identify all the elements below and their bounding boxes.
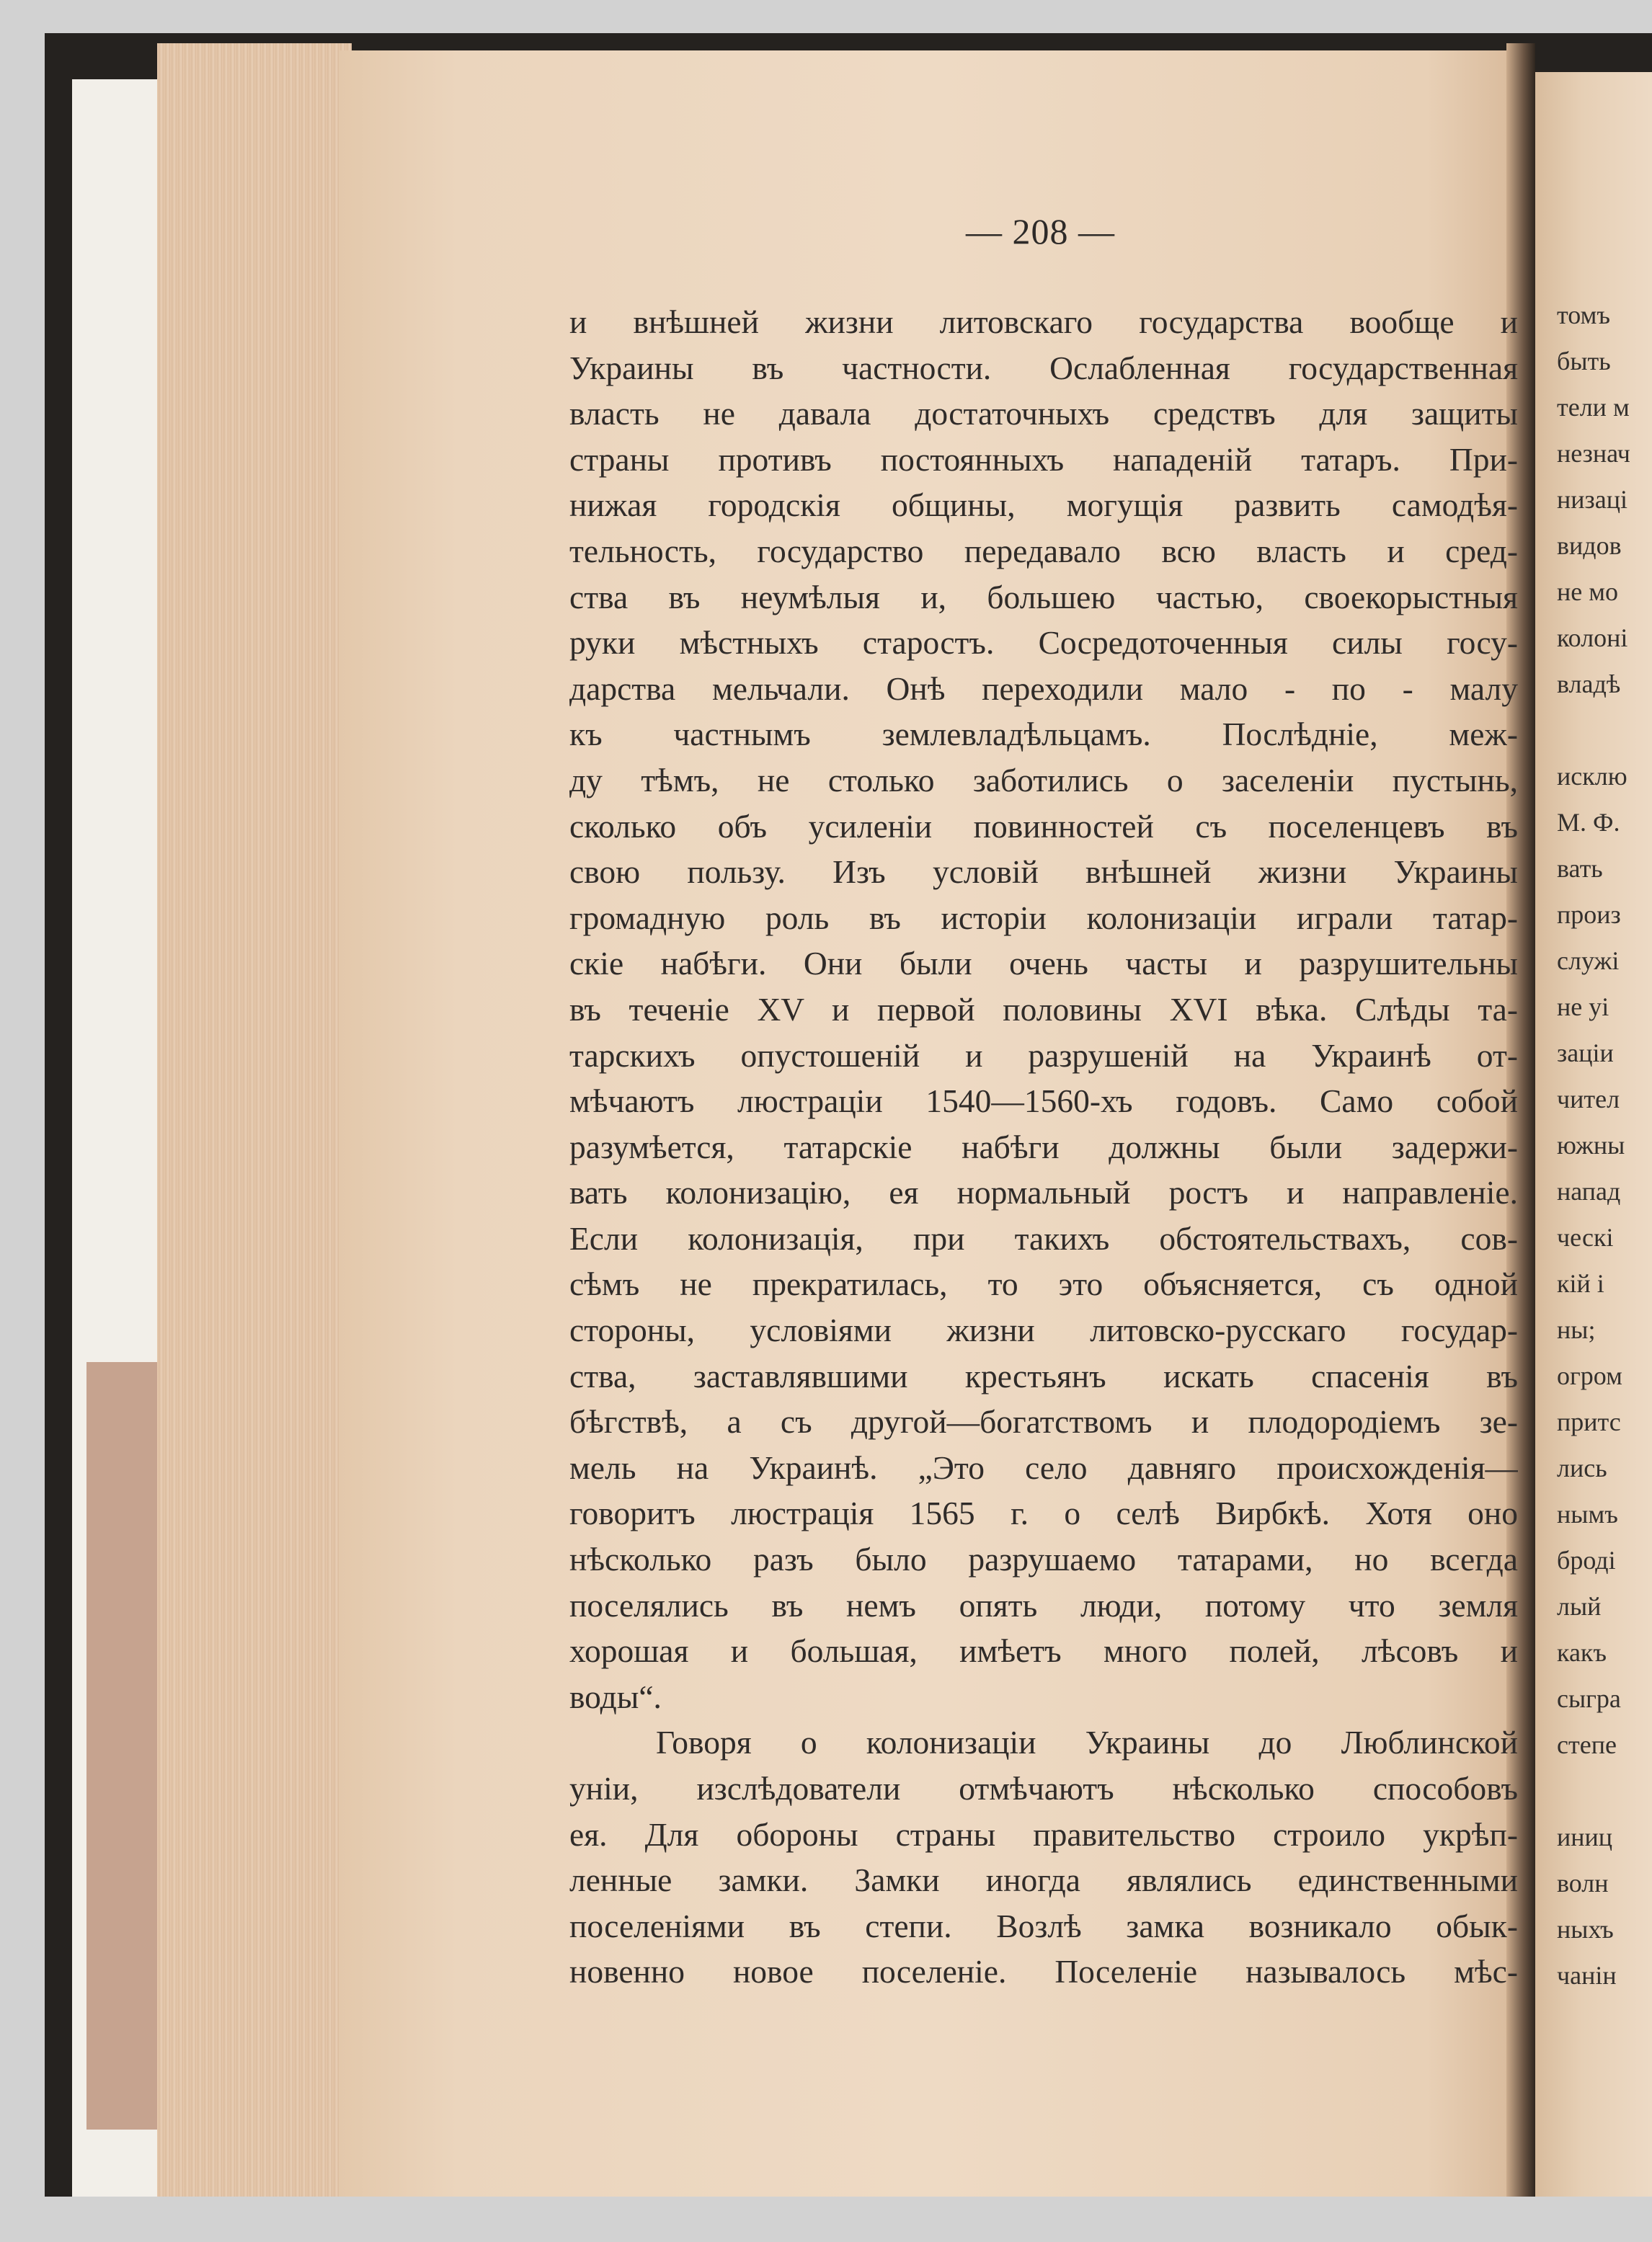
facing-line: служі [1557, 946, 1620, 975]
text-line: тарскихъ опустошеній и разрушеній на Украинѣ от- [569, 1036, 1518, 1074]
facing-line: иниц [1557, 1823, 1613, 1851]
text-line: ленные замки. Замки иногда являлись единственными [569, 1861, 1518, 1899]
facing-line: М. Ф. [1557, 808, 1620, 837]
facing-line: какъ [1557, 1638, 1607, 1667]
text-line: разумѣется, татарскіе набѣги должны были задержи- [569, 1128, 1518, 1165]
paragraph-start-line: Говоря о колонизаціи Украины до Люблинской [656, 1724, 1518, 1761]
text-line: говоритъ люстрація 1565 г. о селѣ Вирбкѣ. Хотя оно [569, 1495, 1518, 1532]
facing-line: вать [1557, 854, 1603, 883]
text-line: къ частнымъ землевладѣльцамъ. Послѣдніе, меж- [569, 716, 1518, 753]
facing-line: произ [1557, 900, 1621, 929]
facing-line: южны [1557, 1131, 1625, 1160]
facing-line: заціи [1557, 1038, 1614, 1067]
facing-line: быть [1557, 347, 1611, 375]
facing-line: притс [1557, 1407, 1621, 1436]
facing-line: незнач [1557, 439, 1630, 468]
facing-line: напад [1557, 1177, 1621, 1206]
text-line: хорошая и большая, имѣетъ много полей, лѣсовъ и [569, 1632, 1518, 1670]
facing-line: чител [1557, 1085, 1620, 1113]
text-line: ства въ неумѣлыя и, большею частью, своекорыстныя [569, 578, 1518, 615]
text-line: нѣсколько разъ было разрушаемо татарами, но всегда [569, 1541, 1518, 1578]
facing-line: волн [1557, 1869, 1609, 1898]
facing-line: исклю [1557, 762, 1627, 791]
facing-line: ныхъ [1557, 1915, 1614, 1944]
text-line: тельность, государство передавало всю власть и сред- [569, 532, 1518, 569]
facing-line: владѣ [1557, 670, 1621, 698]
text-line: уніи, изслѣдователи отмѣчаютъ нѣсколько способовъ [569, 1770, 1518, 1807]
text-line: Если колонизація, при такихъ обстоятельствахъ, сов- [569, 1219, 1518, 1257]
facing-line: лись [1557, 1454, 1607, 1482]
text-line: бѣгствѣ, а съ другой—богатствомъ и плодородіемъ зе- [569, 1403, 1518, 1441]
text-line: новенно новое поселеніе. Поселеніе называлось мѣс- [569, 1953, 1518, 1990]
text-line: дарства мельчали. Онѣ переходили мало - по - малу [569, 670, 1518, 707]
facing-line: степе [1557, 1730, 1617, 1759]
facing-line: томъ [1557, 301, 1610, 329]
text-line: и внѣшней жизни литовскаго государства вообще и [569, 303, 1518, 340]
text-line: ства, заставлявшими крестьянъ искать спасенія въ [569, 1357, 1518, 1394]
facing-line: тели м [1557, 393, 1630, 422]
facing-line: броді [1557, 1546, 1616, 1575]
facing-line: лый [1557, 1592, 1602, 1621]
facing-line: низаці [1557, 485, 1627, 514]
facing-line: не мо [1557, 577, 1619, 606]
facing-line: ческі [1557, 1223, 1614, 1252]
text-line: свою пользу. Изъ условій внѣшней жизни Украины [569, 853, 1518, 891]
text-line: воды“. [569, 1678, 662, 1715]
facing-line: ны; [1557, 1315, 1596, 1344]
text-line: ду тѣмъ, не столько заботились о заселеніи пустынь, [569, 761, 1518, 799]
facing-line: не уі [1557, 992, 1609, 1021]
text-line: стороны, условіями жизни литовско-русскаго государ- [569, 1312, 1518, 1349]
text-line: громадную роль въ исторіи колонизаціи играли татар- [569, 899, 1518, 936]
text-line: Украины въ частности. Ослабленная государственная [569, 349, 1518, 386]
page-number: — 208 — [966, 211, 1115, 252]
text-line: сколько объ усиленіи повинностей съ поселенцевъ въ [569, 807, 1518, 845]
text-line: власть не давала достаточныхъ средствъ для защиты [569, 395, 1518, 432]
text-line: нижая городскія общины, могущія развить самодѣя- [569, 486, 1518, 524]
text-line: въ теченіе XV и первой половины XVI вѣка. Слѣды та- [569, 990, 1518, 1028]
text-line: мѣчаютъ люстраціи 1540—1560-хъ годовъ. Само собой [569, 1082, 1518, 1120]
text-line: мель на Украинѣ. „Это село давняго происхожденія— [569, 1449, 1518, 1486]
facing-line: огром [1557, 1361, 1622, 1390]
paper-strip-colored [86, 1362, 159, 2130]
book-page-edges [157, 43, 352, 2197]
facing-line: нымъ [1557, 1500, 1618, 1529]
text-line: скіе набѣги. Они были очень часты и разрушительны [569, 945, 1518, 982]
text-line: руки мѣстныхъ старостъ. Сосредоточенныя силы госу- [569, 624, 1518, 662]
text-line: сѣмъ не прекратилась, то это объясняется, съ одной [569, 1265, 1518, 1303]
text-line: страны противъ постоянныхъ нападеній татаръ. При- [569, 440, 1518, 478]
text-line: ея. Для обороны страны правительство строило укрѣп- [569, 1815, 1518, 1853]
text-line: вать колонизацію, ея нормальный ростъ и направленіе. [569, 1174, 1518, 1211]
text-line: поселялись въ немъ опять люди, потому что земля [569, 1586, 1518, 1624]
facing-line: чанін [1557, 1961, 1617, 1990]
facing-page-text [1557, 292, 1652, 1998]
facing-line: видов [1557, 531, 1622, 560]
body-text [569, 299, 1518, 1995]
text-line: поселеніями въ степи. Возлѣ замка возникало обык- [569, 1907, 1518, 1944]
facing-line: кій і [1557, 1269, 1604, 1298]
facing-line: сыгра [1557, 1684, 1621, 1713]
facing-line: колоні [1557, 623, 1628, 652]
